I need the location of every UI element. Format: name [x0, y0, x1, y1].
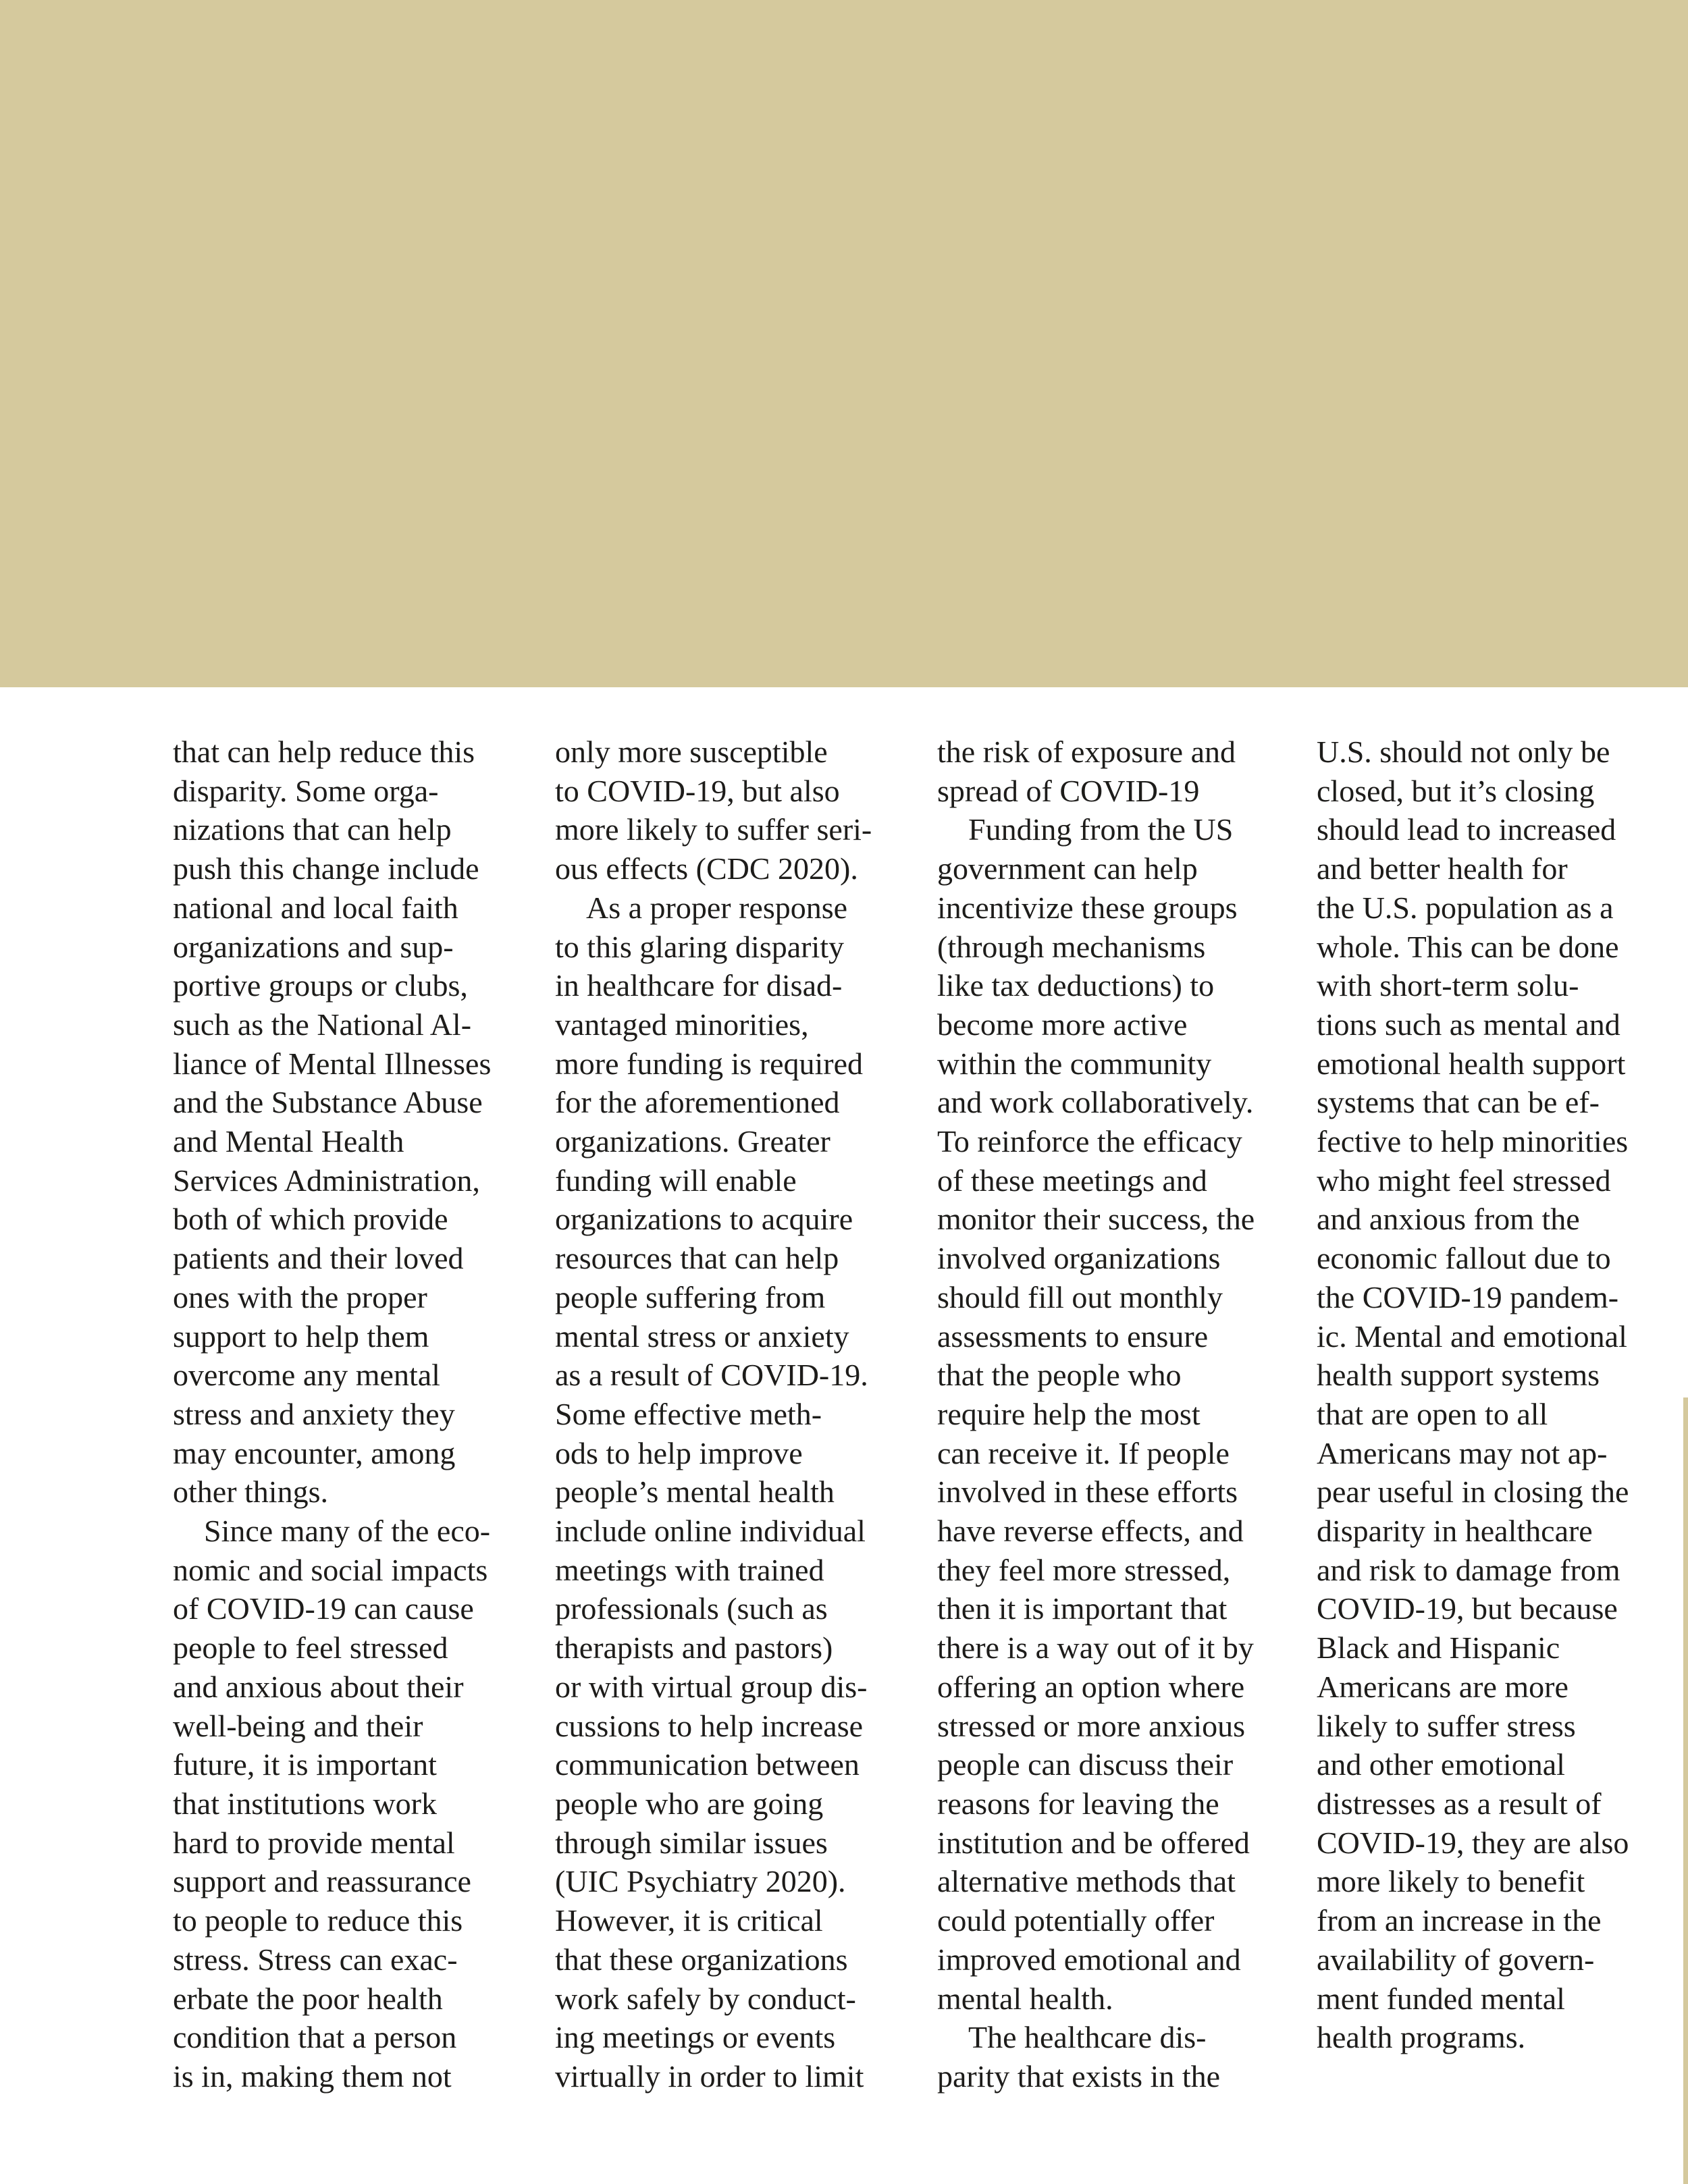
text-line: ones with the proper: [173, 1279, 427, 1314]
text-line: meetings with trained: [555, 1552, 824, 1587]
text-line: systems that can be ef-: [1317, 1085, 1600, 1120]
text-line: distresses as a result of: [1317, 1786, 1602, 1821]
text-line: more likely to suffer seri-: [555, 812, 872, 847]
text-line: that can help reduce this: [173, 735, 475, 769]
text-line: is in, making them not: [173, 2058, 452, 2094]
text-line: and work collaboratively.: [937, 1085, 1254, 1120]
text-line: communication between: [555, 1747, 860, 1782]
text-line: mental stress or anxiety: [555, 1319, 849, 1354]
text-line: future, it is important: [173, 1747, 437, 1782]
text-line: only more susceptible: [555, 735, 828, 769]
text-line: parity that exists in the: [937, 2058, 1221, 2094]
text-line: that institutions work: [173, 1786, 437, 1821]
text-line: patients and their loved: [173, 1241, 464, 1276]
text-line: funding will enable: [555, 1163, 797, 1198]
text-line: alternative methods that: [937, 1864, 1236, 1899]
text-line: assessments to ensure: [937, 1319, 1209, 1354]
text-line: people who are going: [555, 1786, 824, 1821]
text-line: to COVID-19, but also: [555, 773, 840, 808]
text-line: vantaged minorities,: [555, 1007, 809, 1042]
text-line: the risk of exposure and: [937, 735, 1236, 769]
text-line: can receive it. If people: [937, 1435, 1230, 1470]
text-line: Americans may not ap-: [1317, 1435, 1608, 1470]
text-line: for the aforementioned: [555, 1085, 840, 1120]
text-line: government can help: [937, 851, 1198, 886]
right-edge-accent-strip: [1683, 1397, 1688, 2184]
text-line: in healthcare for disad-: [555, 968, 843, 1003]
text-line: have reverse effects, and: [937, 1514, 1244, 1549]
text-line: health support systems: [1317, 1358, 1600, 1393]
text-line: support and reassurance: [173, 1864, 471, 1899]
text-line: organizations and sup-: [173, 929, 454, 964]
text-line: work safely by conduct-: [555, 1981, 856, 2016]
text-line: and better health for: [1317, 851, 1568, 886]
text-line: availability of govern-: [1317, 1942, 1595, 1977]
text-line: may encounter, among: [173, 1435, 456, 1470]
text-line: resources that can help: [555, 1241, 839, 1276]
text-line: like tax deductions) to: [937, 968, 1215, 1003]
text-line: ous effects (CDC 2020).: [555, 851, 858, 886]
text-line: Black and Hispanic: [1317, 1630, 1560, 1666]
text-line: more likely to benefit: [1317, 1864, 1585, 1899]
text-line: from an increase in the: [1317, 1903, 1602, 1938]
text-line: of COVID-19 can cause: [173, 1591, 474, 1626]
text-line: become more active: [937, 1007, 1188, 1042]
text-line: organizations. Greater: [555, 1124, 830, 1159]
text-line: portive groups or clubs,: [173, 968, 468, 1003]
text-line: involved organizations: [937, 1241, 1221, 1276]
text-line: incentivize these groups: [937, 890, 1238, 925]
text-line: support to help them: [173, 1319, 429, 1354]
text-line: ing meetings or events: [555, 2020, 836, 2055]
text-line: and anxious about their: [173, 1669, 464, 1704]
text-line: and anxious from the: [1317, 1202, 1580, 1237]
text-line: and Mental Health: [173, 1124, 404, 1159]
text-line: whole. This can be done: [1317, 929, 1619, 964]
text-line: disparity. Some orga-: [173, 773, 439, 808]
text-line: could potentially offer: [937, 1903, 1215, 1938]
text-line: monitor their success, the: [937, 1202, 1255, 1237]
text-line: should fill out monthly: [937, 1279, 1223, 1314]
text-line: well-being and their: [173, 1708, 423, 1743]
text-line: other things.: [173, 1474, 328, 1510]
text-line: erbate the poor health: [173, 1981, 443, 2016]
text-line: The healthcare dis-: [968, 2020, 1207, 2055]
text-line: and risk to damage from: [1317, 1552, 1620, 1587]
text-line: then it is important that: [937, 1591, 1228, 1626]
text-line: Americans are more: [1317, 1669, 1568, 1704]
text-line: tions such as mental and: [1317, 1007, 1620, 1042]
text-line: hard to provide mental: [173, 1825, 455, 1860]
text-line: that these organizations: [555, 1942, 848, 1977]
text-line: stress. Stress can exac-: [173, 1942, 458, 1977]
text-line: ods to help improve: [555, 1435, 803, 1470]
text-line: However, it is critical: [555, 1903, 823, 1938]
text-line: people suffering from: [555, 1279, 826, 1314]
text-line: people’s mental health: [555, 1474, 835, 1510]
text-line: To reinforce the efficacy: [937, 1124, 1242, 1159]
text-line: Services Administration,: [173, 1163, 480, 1198]
text-line: push this change include: [173, 851, 479, 886]
text-line: nizations that can help: [173, 812, 452, 847]
text-line: Funding from the US: [968, 812, 1234, 847]
text-line: include online individual: [555, 1514, 866, 1549]
text-line: (through mechanisms: [937, 929, 1206, 964]
text-line: to this glaring disparity: [555, 929, 845, 964]
text-line: mental health.: [937, 1981, 1113, 2016]
text-line: as a result of COVID-19.: [555, 1358, 868, 1393]
text-line: spread of COVID-19: [937, 773, 1200, 808]
text-line: such as the National Al-: [173, 1007, 472, 1042]
text-line: COVID-19, they are also: [1317, 1825, 1629, 1860]
text-line: and other emotional: [1317, 1747, 1565, 1782]
text-line: offering an option where: [937, 1669, 1245, 1704]
text-line: nomic and social impacts: [173, 1552, 488, 1587]
text-line: require help the most: [937, 1396, 1201, 1431]
text-line: virtually in order to limit: [555, 2058, 864, 2094]
text-line: both of which provide: [173, 1202, 448, 1237]
text-line: health programs.: [1317, 2020, 1526, 2055]
text-line: ment funded mental: [1317, 1981, 1565, 2016]
text-line: As a proper response: [586, 890, 848, 925]
text-line: who might feel stressed: [1317, 1163, 1611, 1198]
text-line: U.S. should not only be: [1317, 735, 1610, 769]
text-line: people can discuss their: [937, 1747, 1234, 1782]
text-line: people to feel stressed: [173, 1630, 448, 1666]
text-line: therapists and pastors): [555, 1630, 833, 1666]
text-line: institution and be offered: [937, 1825, 1250, 1860]
text-line: (UIC Psychiatry 2020).: [555, 1864, 846, 1899]
text-column-1: [173, 733, 490, 2096]
text-line: likely to suffer stress: [1317, 1708, 1576, 1743]
hero-image-block: [0, 0, 1688, 687]
text-line: stress and anxiety they: [173, 1396, 455, 1431]
text-line: more funding is required: [555, 1046, 864, 1081]
text-line: COVID-19, but because: [1317, 1591, 1618, 1626]
text-column-2: [555, 733, 872, 2096]
text-line: liance of Mental Illnesses: [173, 1046, 492, 1081]
text-line: or with virtual group dis-: [555, 1669, 868, 1704]
text-line: should lead to increased: [1317, 812, 1616, 847]
text-line: of these meetings and: [937, 1163, 1207, 1198]
text-line: condition that a person: [173, 2020, 457, 2055]
text-line: with short-term solu-: [1317, 968, 1579, 1003]
text-column-4: [1317, 733, 1634, 2057]
text-line: emotional health support: [1317, 1046, 1626, 1081]
text-line: reasons for leaving the: [937, 1786, 1219, 1821]
text-line: the COVID-19 pandem-: [1317, 1279, 1619, 1314]
text-line: there is a way out of it by: [937, 1630, 1254, 1666]
text-line: organizations to acquire: [555, 1202, 853, 1237]
text-line: fective to help minorities: [1317, 1124, 1629, 1159]
text-line: the U.S. population as a: [1317, 890, 1614, 925]
text-line: that the people who: [937, 1358, 1182, 1393]
text-line: improved emotional and: [937, 1942, 1241, 1977]
text-line: within the community: [937, 1046, 1212, 1081]
text-line: pear useful in closing the: [1317, 1474, 1629, 1510]
text-line: national and local faith: [173, 890, 458, 925]
text-line: they feel more stressed,: [937, 1552, 1231, 1587]
text-line: economic fallout due to: [1317, 1241, 1611, 1276]
text-line: professionals (such as: [555, 1591, 828, 1626]
text-line: overcome any mental: [173, 1358, 440, 1393]
text-line: Some effective meth-: [555, 1396, 822, 1431]
text-line: to people to reduce this: [173, 1903, 463, 1938]
text-line: involved in these efforts: [937, 1474, 1238, 1510]
text-line: cussions to help increase: [555, 1708, 864, 1743]
text-line: through similar issues: [555, 1825, 828, 1860]
text-line: closed, but it’s closing: [1317, 773, 1595, 808]
text-line: ic. Mental and emotional: [1317, 1319, 1627, 1354]
text-line: Since many of the eco-: [204, 1514, 491, 1549]
text-column-3: [937, 733, 1255, 2096]
text-line: and the Substance Abuse: [173, 1085, 483, 1120]
text-line: stressed or more anxious: [937, 1708, 1246, 1743]
text-line: disparity in healthcare: [1317, 1514, 1593, 1549]
text-line: that are open to all: [1317, 1396, 1548, 1431]
